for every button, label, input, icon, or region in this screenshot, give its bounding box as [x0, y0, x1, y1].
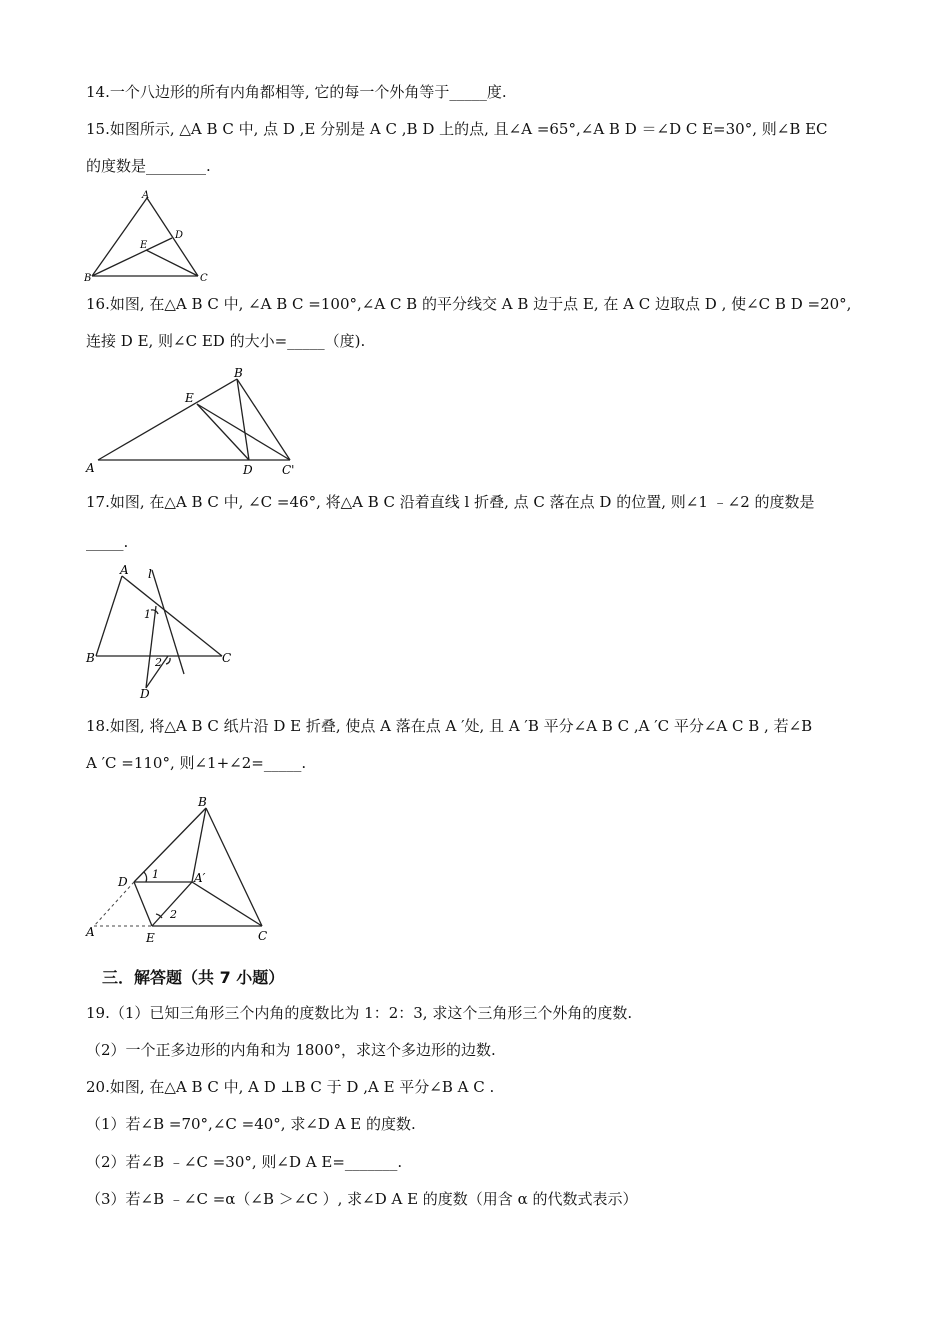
q16-text-line1: 16.如图, 在△A B C 中, ∠A B C =100°,∠A C B 的平分线交 A B 边于点 E, 在 A C 边取点 D , 使∠C B D =20°, [86, 295, 852, 313]
q18-label-e: E [146, 931, 155, 945]
q17-label-d: D [140, 687, 150, 701]
q17-label-b: B [86, 651, 95, 665]
q18-label-c: C [258, 929, 268, 943]
q17-text-line2: _____. [86, 533, 129, 551]
q18-label-angle2: 2 [170, 908, 177, 921]
q17-label-l: l [148, 567, 152, 581]
q16-label-e: E [185, 391, 194, 405]
q20-text-line1: 20.如图, 在△A B C 中, A D ⊥B C 于 D ,A E 平分∠B A C . [86, 1078, 495, 1096]
q15-label-a: A [142, 190, 150, 201]
q17-label-c: C [222, 651, 232, 665]
q16-text-line2: 连接 D E, 则∠C ED 的大小=_____（度). [86, 332, 366, 350]
q20-text-line2: （1）若∠B =70°,∠C =40°, 求∠D A E 的度数. [86, 1115, 416, 1133]
q17-text-line1: 17.如图, 在△A B C 中, ∠C =46°, 将△A B C 沿着直线 l 折叠, 点 C 落在点 D 的位置, 则∠1 ﹣∠2 的度数是 [86, 493, 815, 511]
q18-label-a-prime: A′ [194, 871, 206, 885]
q18-label-d: D [118, 875, 128, 889]
q17-label-a: A [120, 563, 129, 577]
q18-label-angle1: 1 [152, 868, 159, 881]
q19-text-line1: 19.（1）已知三角形三个内角的度数比为 1：2：3, 求这个三角形三个外角的度数. [86, 1004, 633, 1022]
q18-label-b: B [198, 795, 207, 809]
q19-text-line2: （2）一个正多边形的内角和为 1800°，求这个多边形的边数. [86, 1041, 496, 1059]
q15-text-line1: 15.如图所示, △A B C 中, 点 D ,E 分别是 A C ,B D 上的点, 且∠A =65°,∠A B D ＝∠D C E=30°, 则∠B EC [86, 120, 828, 138]
section-heading: 三．解答题（共 7 小题） [102, 968, 285, 987]
q20-text-line3: （2）若∠B ﹣∠C =30°, 则∠D A E=_______. [86, 1153, 403, 1171]
q15-text-line2: 的度数是________. [86, 157, 211, 175]
q15-label-d: D [175, 230, 184, 241]
q18-text-line2: A ′C =110°, 则∠1+∠2=_____. [86, 754, 307, 772]
q17-label-angle2: 2 [155, 656, 162, 669]
q18-figure [84, 790, 284, 952]
q16-label-a: A [86, 461, 95, 475]
q17-figure [84, 562, 244, 706]
q16-figure [84, 364, 299, 482]
q16-label-d: D [243, 463, 253, 477]
q15-label-c: C [200, 273, 208, 284]
q17-label-angle1: 1 [144, 608, 151, 621]
q14-text: 14.一个八边形的所有内角都相等, 它的每一个外角等于_____度. [86, 83, 507, 101]
q15-label-e: E [140, 240, 148, 251]
q16-label-b: B [234, 366, 243, 380]
q15-figure [84, 188, 214, 288]
q16-label-c: C' [282, 463, 295, 477]
q20-text-line4: （3）若∠B ﹣∠C =α（∠B ＞∠C ）, 求∠D A E 的度数（用含 α 的代数式表示） [86, 1190, 638, 1208]
q15-label-b: B [84, 273, 92, 284]
q18-text-line1: 18.如图, 将△A B C 纸片沿 D E 折叠, 使点 A 落在点 A ′处, 且 A ′B 平分∠A B C ,A ′C 平分∠A C B , 若∠B [86, 717, 813, 735]
q18-label-a: A [86, 925, 95, 939]
